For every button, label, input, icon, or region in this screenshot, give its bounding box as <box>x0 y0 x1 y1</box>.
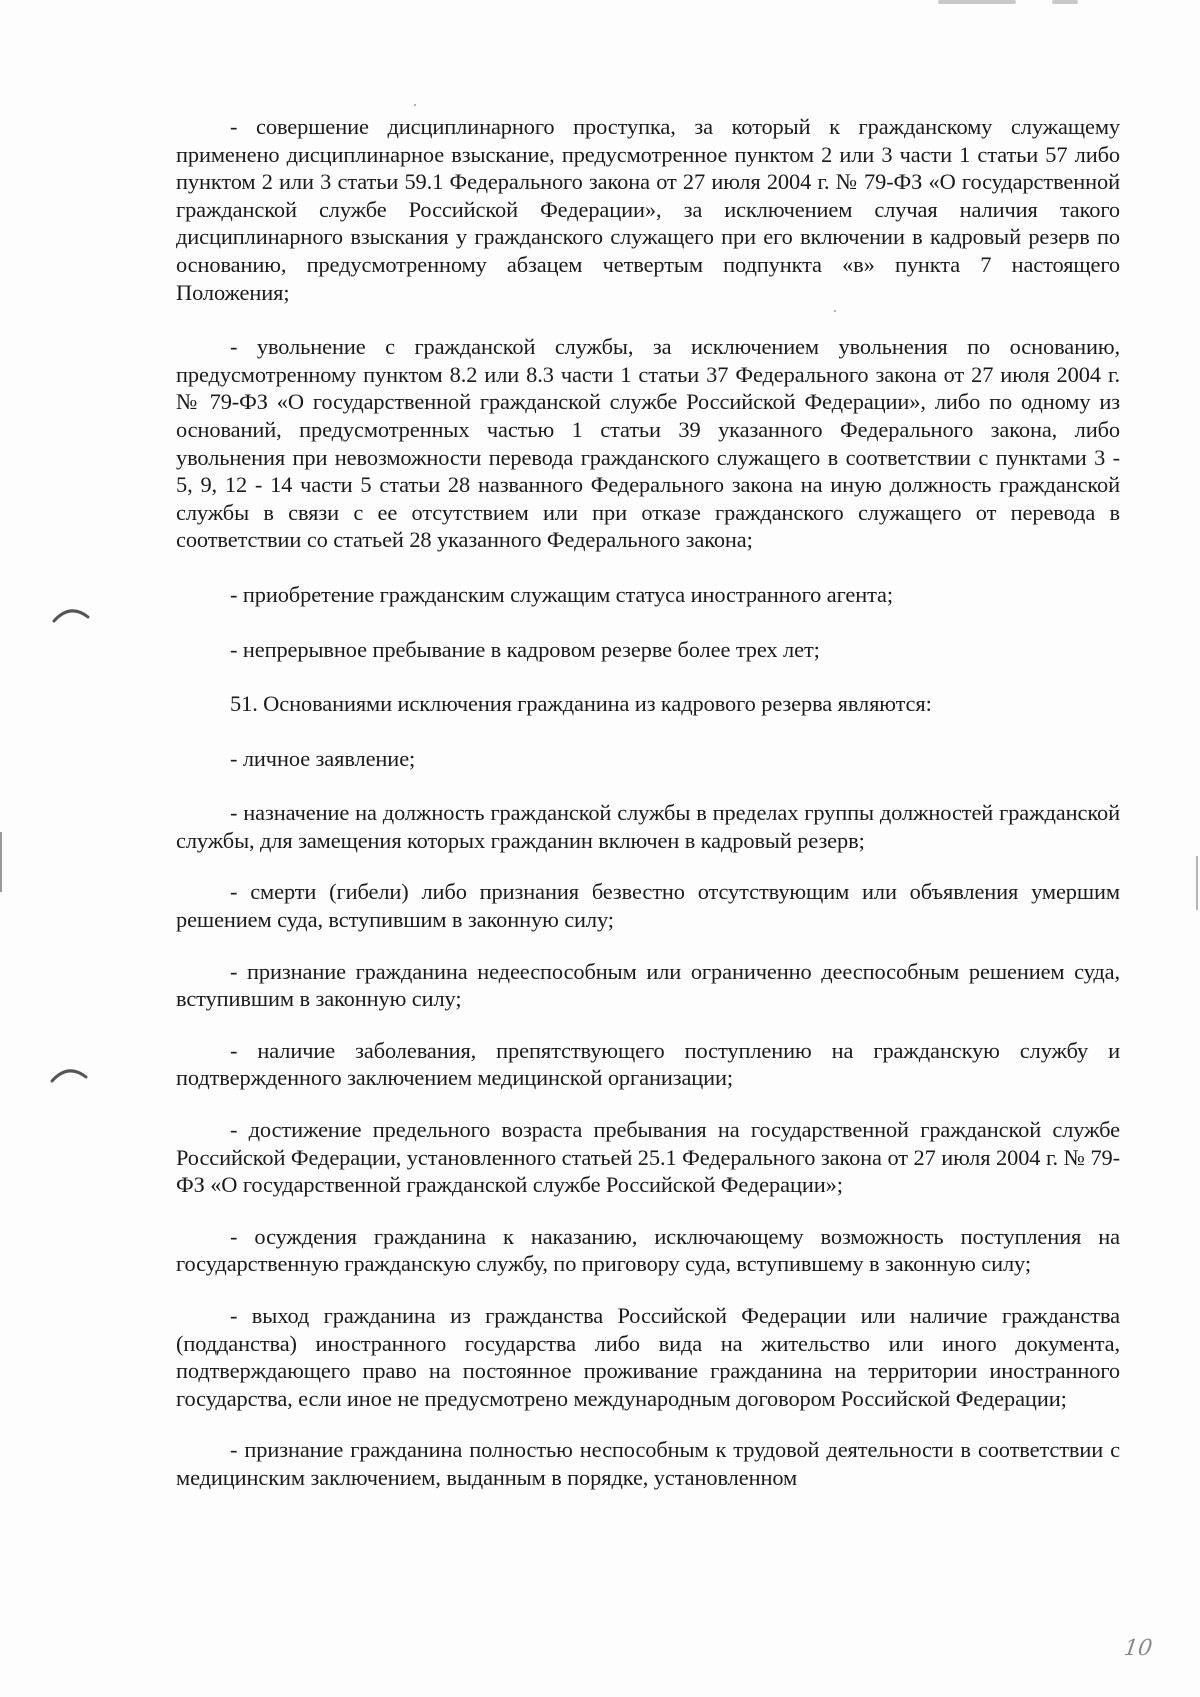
paragraph-disciplinary-offense: - совершение дисциплинарного проступка, за который к гражданскому служащему применено дисциплинарное взыскание, предусмотренное пунктом 2 или 3 части 1 статьи 57 либо пунктом 2 или 3 статьи 59.1 Федерального закона от 27 июля 2004 г. № 79-ФЗ «О государственной гражданской службе Российской Федерации», за исключением случая наличия такого дисциплинарного взыскания у гражданского служащего при его включении в кадровый резерв по основанию, предусмотренному абзацем четвертым подпункта «в» пункта 7 настоящего Положения; <box>176 114 1120 305</box>
paragraph-appointment: - назначение на должность гражданской службы в пределах группы должностей гражданской службы, для замещения которых гражданин включен в кадровый резерв; <box>176 800 1120 853</box>
paragraph-clause-51: 51. Основаниями исключения гражданина из кадрового резерва являются: <box>230 691 932 717</box>
paragraph-incapacity: - признание гражданина недееспособным или ограниченно дееспособным решением суда, вступившим в законную силу; <box>176 958 1120 1012</box>
scan-edge-mark <box>0 832 2 892</box>
scan-edge-mark <box>1196 856 1198 910</box>
page-number: 10 <box>1122 1636 1154 1661</box>
paragraph-illness: - наличие заболевания, препятствующего поступлению на гражданскую службу и подтвержденного заключением медицинской организации; <box>176 1037 1120 1091</box>
paragraph-three-years: - непрерывное пребывание в кадровом резерве более трех лет; <box>230 636 820 662</box>
scan-speck <box>414 104 416 106</box>
paragraph-citizenship: - выход гражданина из гражданства Российской Федерации или наличие гражданства (подданства) иностранного государства либо вида на жительство или иного документа, подтверждающего право на постоянное проживание гражданина на территории иностранного государства, если иное не предусмотрено международным договором Российской Федерации; <box>176 1303 1120 1411</box>
paragraph-age-limit: - достижение предельного возраста пребывания на государственной гражданской службе Российской Федерации, установленного статьей 25.1 Федерального закона от 27 июля 2004 г. № 79-ФЗ «О государственной гражданской службе Российской Федерации»; <box>176 1117 1120 1198</box>
scan-smudge <box>938 0 1016 4</box>
paragraph-conviction: - осуждения гражданина к наказанию, исключающему возможность поступления на государственную гражданскую службу, по приговору суда, вступившему в законную силу; <box>176 1223 1120 1277</box>
paragraph-dismissal: - увольнение с гражданской службы, за исключением увольнения по основанию, предусмотренному пунктом 8.2 или 8.3 части 1 статьи 37 Федерального закона от 27 июля 2004 г. № 79-ФЗ «О государственной гражданской службе Российской Федерации», либо по одному из оснований, предусмотренных частью 1 статьи 39 указанного Федерального закона, либо увольнения при невозможности перевода гражданского служащего в соответствии с пунктами 3 - 5, 9, 12 - 14 части 5 статьи 28 названного Федерального закона на иную должность гражданской службы в связи с ее отсутствием или при отказе гражданского служащего от перевода в соответствии со статьей 28 указанного Федерального закона; <box>176 334 1120 553</box>
punch-hole-mark <box>50 1065 88 1083</box>
paragraph-work-incapacity: - признание гражданина полностью неспособным к трудовой деятельности в соответствии с медицинским заключением, выданным в порядке, установленном <box>176 1437 1120 1490</box>
scan-smudge <box>1052 0 1078 4</box>
paragraph-death: - смерти (гибели) либо признания безвестно отсутствующим или объявления умершим решением суда, вступившим в законную силу; <box>176 879 1120 933</box>
paragraph-personal-statement: - личное заявление; <box>230 745 416 771</box>
punch-hole-mark <box>52 605 90 623</box>
document-body <box>176 113 1120 1492</box>
paragraph-foreign-agent: - приобретение гражданским служащим статуса иностранного агента; <box>230 581 894 607</box>
